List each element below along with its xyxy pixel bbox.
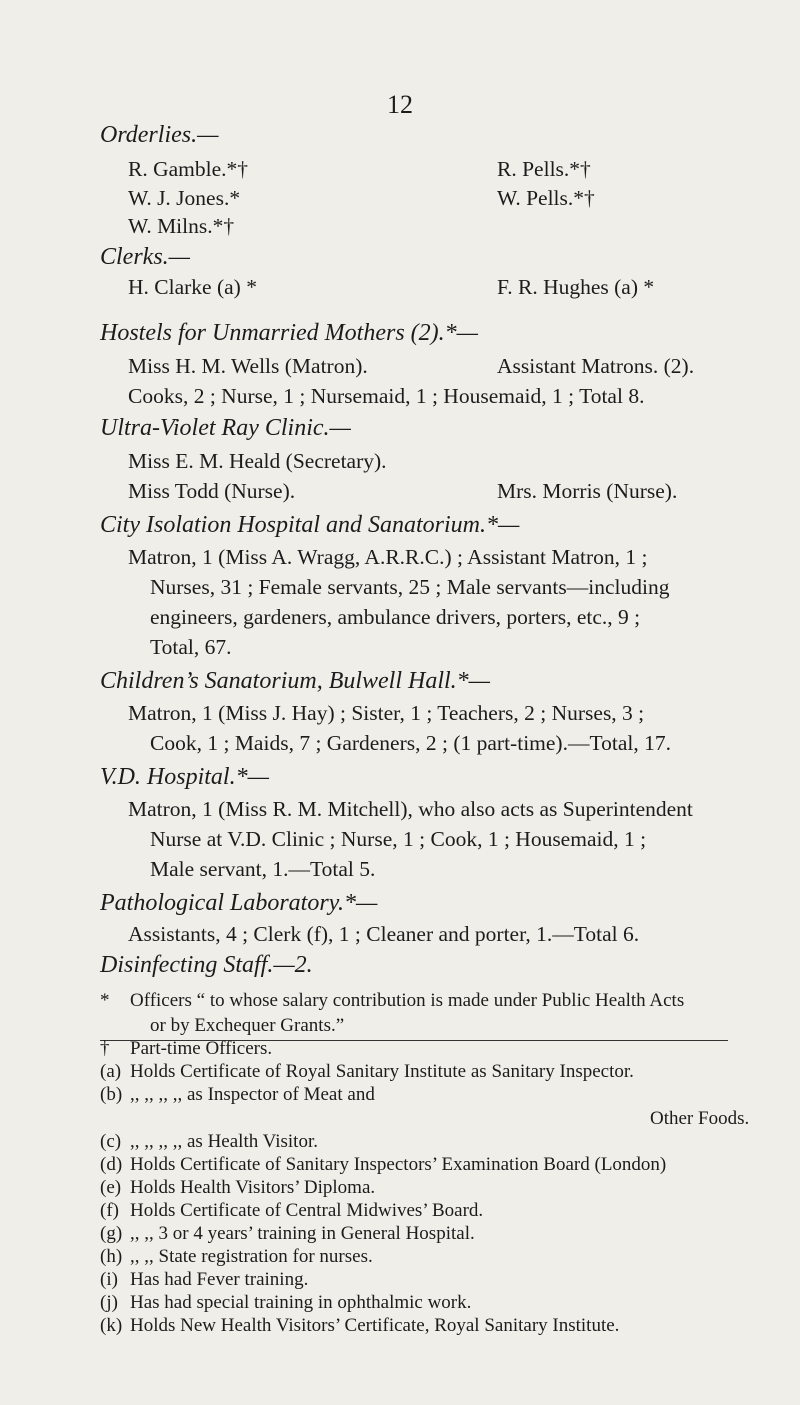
isolation-line: Nurses, 31 ; Female servants, 25 ; Male servants—including	[150, 575, 670, 599]
isolation-heading: City Isolation Hospital and Sanatorium.*—	[100, 512, 520, 538]
footnote-key: (g)	[100, 1223, 123, 1244]
hostels-heading: Hostels for Unmarried Mothers (2).*—	[100, 320, 478, 346]
childrens-line: Cook, 1 ; Maids, 7 ; Gardeners, 2 ; (1 part-time).—Total, 17.	[150, 731, 671, 755]
childrens-heading: Children’s Sanatorium, Bulwell Hall.*—	[100, 668, 491, 694]
footnote-text: Holds Certificate of Central Midwives’ Board.	[130, 1200, 484, 1221]
pathological-line: Assistants, 4 ; Clerk (f), 1 ; Cleaner and porter, 1.—Total 6.	[128, 922, 640, 946]
clerk-name: F. R. Hughes (a) *	[497, 275, 655, 299]
isolation-line: engineers, gardeners, ambulance drivers, porters, etc., 9 ;	[150, 605, 641, 629]
footnote-text: ,, ,, ,, ,, as Inspector of Meat and	[130, 1084, 375, 1105]
hostels-matron: Miss H. M. Wells (Matron).	[128, 354, 368, 378]
footnote-text: Holds Health Visitors’ Diploma.	[130, 1177, 376, 1198]
vd-line: Nurse at V.D. Clinic ; Nurse, 1 ; Cook, 1 ; Housemaid, 1 ;	[150, 827, 647, 851]
childrens-line: Matron, 1 (Miss J. Hay) ; Sister, 1 ; Teachers, 2 ; Nurses, 3 ;	[128, 701, 645, 725]
footnote-text: ,, ,, 3 or 4 years’ training in General Hospital.	[130, 1223, 475, 1244]
ultra-violet-secretary: Miss E. M. Heald (Secretary).	[128, 449, 387, 473]
ultra-violet-nurse: Mrs. Morris (Nurse).	[497, 479, 678, 503]
orderly-name: R. Pells.*†	[497, 157, 591, 181]
footnote-key: (a)	[100, 1061, 122, 1082]
footnote-text: ,, ,, ,, ,, as Health Visitor.	[130, 1131, 318, 1152]
footnote-key: (e)	[100, 1177, 122, 1198]
footnote-text: Holds New Health Visitors’ Certificate, Royal Sanitary Institute.	[130, 1315, 620, 1336]
orderly-name: R. Gamble.*†	[128, 157, 249, 181]
isolation-line: Matron, 1 (Miss A. Wragg, A.R.R.C.) ; Assistant Matron, 1 ;	[128, 545, 648, 569]
footnote-text: Other Foods.	[650, 1108, 750, 1129]
page-number: 12	[387, 90, 413, 119]
footnote-key: (b)	[100, 1084, 123, 1105]
orderly-name: W. Pells.*†	[497, 186, 595, 210]
orderly-name: W. J. Jones.*	[128, 186, 241, 210]
footnote-text: Holds Certificate of Royal Sanitary Institute as Sanitary Inspector.	[130, 1061, 634, 1082]
clerk-name: H. Clarke (a) *	[128, 275, 257, 299]
footnote-key: (d)	[100, 1154, 123, 1175]
vd-line: Male servant, 1.—Total 5.	[150, 857, 376, 881]
vd-heading: V.D. Hospital.*—	[100, 764, 269, 790]
footnote-key: (f)	[100, 1200, 119, 1221]
footnote-text: ,, ,, State registration for nurses.	[130, 1246, 373, 1267]
footnote-key: (i)	[100, 1269, 118, 1290]
orderly-name: W. Milns.*†	[128, 214, 235, 238]
footnote-text: Part-time Officers.	[130, 1038, 273, 1059]
footnote-key: (c)	[100, 1131, 122, 1152]
orderlies-heading: Orderlies.—	[100, 122, 219, 148]
hostels-staff: Cooks, 2 ; Nurse, 1 ; Nursemaid, 1 ; Housemaid, 1 ; Total 8.	[128, 384, 645, 408]
footnote-text: Holds Certificate of Sanitary Inspectors’ Examination Board (London)	[130, 1154, 667, 1175]
footnote-key: (k)	[100, 1315, 123, 1336]
footnote-text: or by Exchequer Grants.”	[150, 1015, 345, 1036]
ultra-violet-heading: Ultra-Violet Ray Clinic.—	[100, 415, 351, 441]
pathological-heading: Pathological Laboratory.*—	[100, 890, 378, 916]
hostels-assistant-matrons: Assistant Matrons. (2).	[497, 354, 695, 378]
vd-line: Matron, 1 (Miss R. M. Mitchell), who also acts as Superintendent	[128, 797, 693, 821]
footnote-text: Officers “ to whose salary contribution is made under Public Health Acts	[130, 990, 685, 1011]
ultra-violet-nurse: Miss Todd (Nurse).	[128, 479, 296, 503]
footnote-key: (j)	[100, 1292, 118, 1313]
footnote-key: (h)	[100, 1246, 123, 1267]
clerks-heading: Clerks.—	[100, 244, 190, 270]
disinfecting-heading: Disinfecting Staff.—2.	[100, 952, 313, 978]
isolation-line: Total, 67.	[150, 635, 232, 659]
footnote-text: Has had special training in ophthalmic work.	[130, 1292, 472, 1313]
footnote-text: Has had Fever training.	[130, 1269, 309, 1290]
footnote-key: *	[100, 990, 110, 1011]
footnote-key: †	[100, 1038, 110, 1059]
